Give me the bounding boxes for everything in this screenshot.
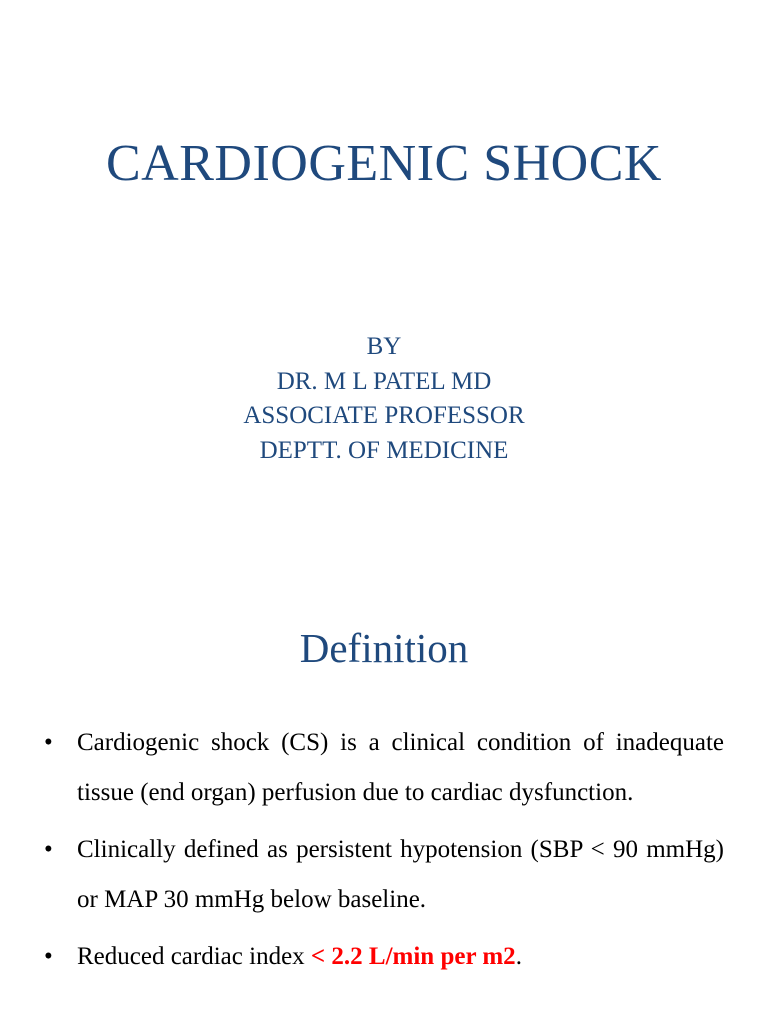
section-heading: Definition — [299, 625, 469, 671]
bullet-item-2 — [44, 825, 724, 925]
bullet-text-after: . — [515, 943, 522, 970]
by-label: BY — [366, 333, 402, 360]
cardiac-index-highlight: < 2.2 L/min per m2 — [310, 943, 516, 970]
bullet-text: Cardiogenic shock (CS) is a clinical condition of inadequate tissue (end organ) perfusion due to cardiac dysfunction. — [77, 729, 724, 806]
bullet-icon: • — [44, 729, 53, 756]
bullet-item-1 — [44, 718, 724, 818]
author-department: DEPTT. OF MEDICINE — [259, 436, 509, 464]
bullet-item-3 — [44, 932, 724, 982]
author-block — [0, 330, 768, 468]
author-position: ASSOCIATE PROFESSOR — [243, 402, 525, 429]
bullet-icon: • — [44, 943, 53, 970]
bullet-text: Clinically defined as persistent hypotension (SBP < 90 mmHg) or MAP 30 mmHg below baseline. — [77, 836, 724, 913]
definition-slide — [0, 560, 768, 1024]
definition-bullet-list — [44, 718, 724, 989]
author-name: DR. M L PATEL MD — [276, 367, 492, 395]
bullet-text-before: Reduced cardiac index — [77, 943, 311, 970]
presentation-title: CARDIOGENIC SHOCK — [106, 135, 662, 192]
bullet-icon: • — [44, 836, 53, 863]
